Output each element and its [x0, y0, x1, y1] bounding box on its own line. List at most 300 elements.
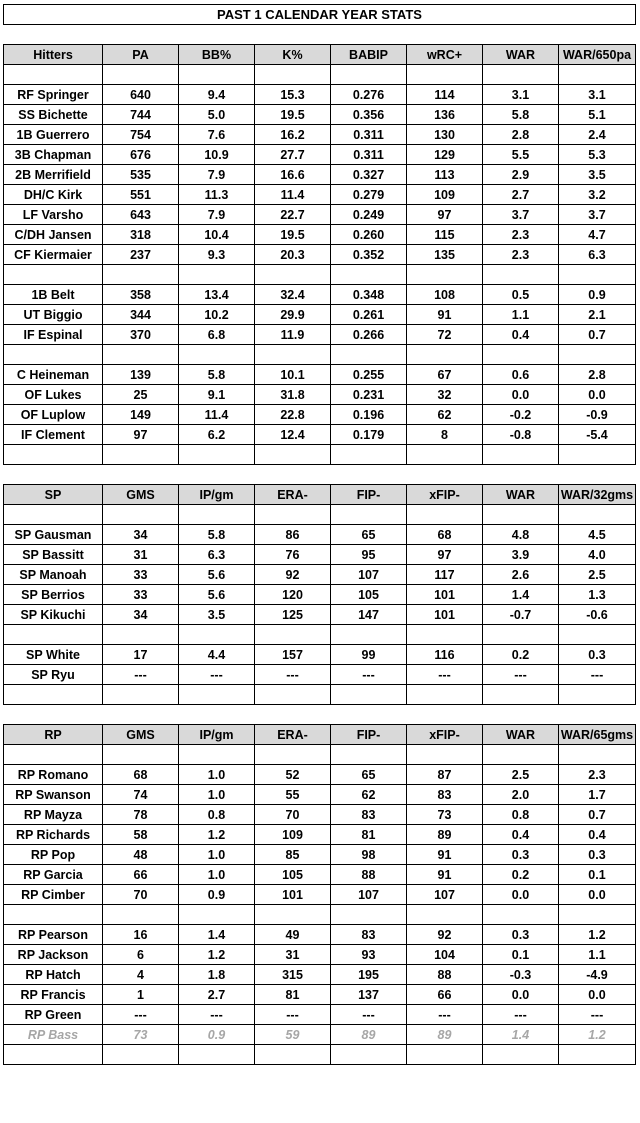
- stat-cell: -0.2: [483, 405, 559, 425]
- hitters-col-header: BB%: [179, 45, 255, 65]
- stat-cell: 0.179: [331, 425, 407, 445]
- stat-cell: 0.9: [179, 1025, 255, 1045]
- spacer-cell: [4, 705, 103, 725]
- stat-cell: 0.2: [483, 865, 559, 885]
- stat-cell: 0.279: [331, 185, 407, 205]
- stat-cell: 91: [407, 305, 483, 325]
- stat-cell: ---: [331, 665, 407, 685]
- player-name-cell: RP Bass: [4, 1025, 103, 1045]
- stat-cell: 136: [407, 105, 483, 125]
- stat-cell: 0.261: [331, 305, 407, 325]
- empty-cell: [179, 65, 255, 85]
- stat-cell: 147: [331, 605, 407, 625]
- stat-cell: 10.9: [179, 145, 255, 165]
- stat-cell: 81: [331, 825, 407, 845]
- empty-cell: [179, 745, 255, 765]
- empty-cell: [331, 625, 407, 645]
- stat-cell: 101: [407, 605, 483, 625]
- empty-cell: [103, 445, 179, 465]
- relievers-player-row: [4, 965, 636, 985]
- stat-cell: 1.3: [559, 585, 636, 605]
- spacer-cell: [103, 705, 179, 725]
- hitters-player-row: [4, 85, 636, 105]
- stat-cell: 31.8: [255, 385, 331, 405]
- hitters-col-header: K%: [255, 45, 331, 65]
- relievers-blank-row: [4, 905, 636, 925]
- stat-cell: 0.1: [483, 945, 559, 965]
- stat-cell: 108: [407, 285, 483, 305]
- stat-cell: 744: [103, 105, 179, 125]
- empty-cell: [103, 265, 179, 285]
- stat-cell: 3.9: [483, 545, 559, 565]
- empty-cell: [331, 445, 407, 465]
- spacer-row: [4, 25, 636, 45]
- player-name-cell: SP Berrios: [4, 585, 103, 605]
- starters-blank-row: [4, 505, 636, 525]
- empty-cell: [407, 685, 483, 705]
- spacer-cell: [179, 705, 255, 725]
- stat-cell: 85: [255, 845, 331, 865]
- stat-cell: -0.7: [483, 605, 559, 625]
- stat-cell: 2.3: [483, 225, 559, 245]
- spacer-cell: [483, 465, 559, 485]
- stat-cell: 34: [103, 605, 179, 625]
- spacer-cell: [179, 465, 255, 485]
- player-name-cell: RP Mayza: [4, 805, 103, 825]
- stat-cell: 1.7: [559, 785, 636, 805]
- stat-cell: 62: [407, 405, 483, 425]
- stat-cell: 116: [407, 645, 483, 665]
- stat-cell: 1.1: [559, 945, 636, 965]
- player-name-cell: LF Varsho: [4, 205, 103, 225]
- stat-cell: 55: [255, 785, 331, 805]
- relievers-player-row: [4, 865, 636, 885]
- spacer-cell: [179, 25, 255, 45]
- starters-col-header: ERA-: [255, 485, 331, 505]
- player-name-cell: 3B Chapman: [4, 145, 103, 165]
- hitters-col-header: WAR/650pa: [559, 45, 636, 65]
- empty-cell: [483, 745, 559, 765]
- empty-cell: [407, 625, 483, 645]
- stat-cell: ---: [331, 1005, 407, 1025]
- relievers-blank-row: [4, 745, 636, 765]
- empty-cell: [559, 65, 636, 85]
- stat-cell: 0.327: [331, 165, 407, 185]
- stat-cell: 2.7: [483, 185, 559, 205]
- stat-cell: 5.0: [179, 105, 255, 125]
- empty-cell: [331, 905, 407, 925]
- stat-cell: 59: [255, 1025, 331, 1045]
- player-name-cell: RP Romano: [4, 765, 103, 785]
- player-name-cell: SP Kikuchi: [4, 605, 103, 625]
- stat-cell: 2.0: [483, 785, 559, 805]
- empty-cell: [407, 265, 483, 285]
- player-name-cell: RP Cimber: [4, 885, 103, 905]
- empty-cell: [255, 345, 331, 365]
- empty-cell: [331, 505, 407, 525]
- stat-cell: 0.249: [331, 205, 407, 225]
- stat-cell: 0.3: [483, 925, 559, 945]
- stat-cell: 32: [407, 385, 483, 405]
- starters-player-row: [4, 545, 636, 565]
- stat-cell: -4.9: [559, 965, 636, 985]
- stat-cell: 5.3: [559, 145, 636, 165]
- hitters-col-header: BABIP: [331, 45, 407, 65]
- stat-cell: 676: [103, 145, 179, 165]
- empty-cell: [407, 65, 483, 85]
- stat-cell: 91: [407, 865, 483, 885]
- stat-cell: 0.7: [559, 805, 636, 825]
- relievers-col-header: FIP-: [331, 725, 407, 745]
- stat-cell: 9.3: [179, 245, 255, 265]
- stat-cell: 117: [407, 565, 483, 585]
- stat-cell: 2.5: [559, 565, 636, 585]
- stat-cell: 34: [103, 525, 179, 545]
- spacer-cell: [103, 465, 179, 485]
- stat-cell: -5.4: [559, 425, 636, 445]
- empty-cell: [255, 265, 331, 285]
- stat-cell: 344: [103, 305, 179, 325]
- hitters-col-header: PA: [103, 45, 179, 65]
- stat-cell: 0.0: [559, 985, 636, 1005]
- stat-cell: 0.8: [179, 805, 255, 825]
- player-name-cell: 1B Belt: [4, 285, 103, 305]
- spacer-row: [4, 465, 636, 485]
- stat-cell: 4.5: [559, 525, 636, 545]
- stat-cell: 13.4: [179, 285, 255, 305]
- empty-cell: [103, 905, 179, 925]
- stat-cell: 16: [103, 925, 179, 945]
- stat-cell: 101: [407, 585, 483, 605]
- stat-cell: 65: [331, 525, 407, 545]
- stat-cell: 10.1: [255, 365, 331, 385]
- stat-cell: ---: [255, 665, 331, 685]
- empty-cell: [483, 345, 559, 365]
- empty-cell: [407, 1045, 483, 1065]
- stat-cell: 68: [407, 525, 483, 545]
- stat-cell: 10.4: [179, 225, 255, 245]
- stat-cell: 15.3: [255, 85, 331, 105]
- stat-cell: 109: [255, 825, 331, 845]
- stat-cell: 0.4: [483, 325, 559, 345]
- stat-cell: 70: [103, 885, 179, 905]
- spacer-cell: [255, 465, 331, 485]
- stat-cell: 0.9: [559, 285, 636, 305]
- stat-cell: 0.3: [483, 845, 559, 865]
- stat-cell: 109: [407, 185, 483, 205]
- relievers-col-header: ERA-: [255, 725, 331, 745]
- stat-cell: 8: [407, 425, 483, 445]
- stat-cell: 2.8: [483, 125, 559, 145]
- stat-cell: ---: [483, 1005, 559, 1025]
- stat-cell: 88: [407, 965, 483, 985]
- starters-header-row: [4, 485, 636, 505]
- stat-cell: 78: [103, 805, 179, 825]
- empty-cell: [255, 905, 331, 925]
- empty-cell: [559, 445, 636, 465]
- spacer-cell: [407, 25, 483, 45]
- stat-cell: 72: [407, 325, 483, 345]
- player-name-cell: CF Kiermaier: [4, 245, 103, 265]
- stat-cell: 0.311: [331, 125, 407, 145]
- spacer-cell: [103, 25, 179, 45]
- empty-cell: [179, 905, 255, 925]
- stat-cell: 4.4: [179, 645, 255, 665]
- stat-cell: 0.276: [331, 85, 407, 105]
- stat-cell: 3.2: [559, 185, 636, 205]
- empty-cell: [559, 1045, 636, 1065]
- stat-cell: 135: [407, 245, 483, 265]
- spacer-cell: [331, 705, 407, 725]
- stat-cell: 11.3: [179, 185, 255, 205]
- spacer-cell: [331, 25, 407, 45]
- starters-col-header: GMS: [103, 485, 179, 505]
- player-name-cell: SP White: [4, 645, 103, 665]
- player-name-cell: IF Clement: [4, 425, 103, 445]
- empty-cell: [559, 625, 636, 645]
- empty-cell: [103, 345, 179, 365]
- player-name-cell: RP Swanson: [4, 785, 103, 805]
- stat-cell: 4.0: [559, 545, 636, 565]
- starters-player-row: [4, 585, 636, 605]
- stat-cell: 0.311: [331, 145, 407, 165]
- stat-cell: 3.5: [559, 165, 636, 185]
- starters-col-header: FIP-: [331, 485, 407, 505]
- stat-cell: 0.196: [331, 405, 407, 425]
- stat-cell: 1.4: [179, 925, 255, 945]
- stat-cell: 640: [103, 85, 179, 105]
- stat-cell: 0.255: [331, 365, 407, 385]
- stat-cell: 22.7: [255, 205, 331, 225]
- stat-cell: 48: [103, 845, 179, 865]
- starters-player-row: [4, 565, 636, 585]
- empty-cell: [4, 1045, 103, 1065]
- spacer-cell: [483, 705, 559, 725]
- relievers-player-row: [4, 785, 636, 805]
- starters-blank-row: [4, 685, 636, 705]
- stat-cell: 3.7: [483, 205, 559, 225]
- stat-cell: 137: [331, 985, 407, 1005]
- stat-cell: 83: [331, 925, 407, 945]
- stat-cell: 315: [255, 965, 331, 985]
- stat-cell: 97: [103, 425, 179, 445]
- stat-cell: 101: [255, 885, 331, 905]
- player-name-cell: C/DH Jansen: [4, 225, 103, 245]
- empty-cell: [179, 445, 255, 465]
- empty-cell: [483, 445, 559, 465]
- stat-cell: ---: [179, 665, 255, 685]
- stat-cell: 91: [407, 845, 483, 865]
- hitters-player-row: [4, 205, 636, 225]
- stat-cell: 52: [255, 765, 331, 785]
- empty-cell: [4, 65, 103, 85]
- hitters-header-row: [4, 45, 636, 65]
- stat-cell: 105: [255, 865, 331, 885]
- stat-cell: 0.348: [331, 285, 407, 305]
- player-name-cell: SS Bichette: [4, 105, 103, 125]
- empty-cell: [407, 345, 483, 365]
- stat-cell: 89: [407, 1025, 483, 1045]
- relievers-col-header: xFIP-: [407, 725, 483, 745]
- stat-cell: 0.5: [483, 285, 559, 305]
- stat-cell: 7.9: [179, 205, 255, 225]
- empty-cell: [4, 905, 103, 925]
- relievers-player-row: [4, 985, 636, 1005]
- stat-cell: 29.9: [255, 305, 331, 325]
- hitters-player-row: [4, 325, 636, 345]
- starters-blank-row: [4, 625, 636, 645]
- empty-cell: [407, 905, 483, 925]
- empty-cell: [179, 685, 255, 705]
- stat-cell: 19.5: [255, 105, 331, 125]
- stat-cell: 157: [255, 645, 331, 665]
- empty-cell: [255, 745, 331, 765]
- spacer-cell: [407, 465, 483, 485]
- stat-cell: 83: [331, 805, 407, 825]
- hitters-col-header: WAR: [483, 45, 559, 65]
- stat-cell: 3.5: [179, 605, 255, 625]
- stat-cell: 3.7: [559, 205, 636, 225]
- stat-cell: 83: [407, 785, 483, 805]
- stat-cell: 6: [103, 945, 179, 965]
- stat-cell: 16.6: [255, 165, 331, 185]
- stat-cell: 97: [407, 545, 483, 565]
- stat-cell: 0.260: [331, 225, 407, 245]
- stat-cell: 2.3: [483, 245, 559, 265]
- stat-cell: 2.6: [483, 565, 559, 585]
- stat-cell: 7.6: [179, 125, 255, 145]
- empty-cell: [483, 685, 559, 705]
- hitters-player-row: [4, 225, 636, 245]
- stat-cell: 0.356: [331, 105, 407, 125]
- stat-cell: 0.6: [483, 365, 559, 385]
- player-name-cell: 1B Guerrero: [4, 125, 103, 145]
- stat-cell: 74: [103, 785, 179, 805]
- stat-cell: ---: [179, 1005, 255, 1025]
- stat-cell: 97: [407, 205, 483, 225]
- stat-cell: 88: [331, 865, 407, 885]
- stat-cell: 33: [103, 585, 179, 605]
- empty-cell: [331, 1045, 407, 1065]
- stat-cell: 105: [331, 585, 407, 605]
- stat-cell: 4.8: [483, 525, 559, 545]
- starters-player-row: [4, 605, 636, 625]
- player-name-cell: RP Pop: [4, 845, 103, 865]
- relievers-player-row: [4, 765, 636, 785]
- hitters-player-row: [4, 285, 636, 305]
- stat-cell: 1.4: [483, 585, 559, 605]
- player-name-cell: RP Hatch: [4, 965, 103, 985]
- relievers-player-row: [4, 925, 636, 945]
- player-name-cell: RF Springer: [4, 85, 103, 105]
- empty-cell: [331, 745, 407, 765]
- player-name-cell: IF Espinal: [4, 325, 103, 345]
- stat-cell: 113: [407, 165, 483, 185]
- stat-cell: 1.1: [483, 305, 559, 325]
- player-name-cell: SP Manoah: [4, 565, 103, 585]
- stat-cell: 2.3: [559, 765, 636, 785]
- stat-cell: 66: [103, 865, 179, 885]
- stat-cell: 107: [407, 885, 483, 905]
- stat-cell: -0.8: [483, 425, 559, 445]
- stat-cell: 76: [255, 545, 331, 565]
- stat-cell: 67: [407, 365, 483, 385]
- stat-cell: 20.3: [255, 245, 331, 265]
- empty-cell: [4, 445, 103, 465]
- stat-cell: 0.4: [483, 825, 559, 845]
- empty-cell: [407, 445, 483, 465]
- stat-cell: 1.0: [179, 785, 255, 805]
- stat-cell: 70: [255, 805, 331, 825]
- hitters-blank-row: [4, 265, 636, 285]
- stat-cell: 86: [255, 525, 331, 545]
- spacer-row: [4, 705, 636, 725]
- empty-cell: [559, 505, 636, 525]
- stat-cell: 9.4: [179, 85, 255, 105]
- stat-cell: 3.1: [483, 85, 559, 105]
- spacer-cell: [407, 705, 483, 725]
- stat-cell: 0.0: [559, 885, 636, 905]
- stat-cell: 5.1: [559, 105, 636, 125]
- stat-cell: 22.8: [255, 405, 331, 425]
- stat-cell: 0.8: [483, 805, 559, 825]
- empty-cell: [179, 505, 255, 525]
- hitters-player-row: [4, 245, 636, 265]
- stat-cell: ---: [559, 665, 636, 685]
- hitters-player-row: [4, 105, 636, 125]
- stat-cell: 0.2: [483, 645, 559, 665]
- stat-cell: 107: [331, 565, 407, 585]
- relievers-col-header: WAR: [483, 725, 559, 745]
- starters-col-header: WAR/32gms: [559, 485, 636, 505]
- stat-cell: 87: [407, 765, 483, 785]
- stat-cell: 1.2: [179, 945, 255, 965]
- stat-cell: 120: [255, 585, 331, 605]
- stat-cell: 31: [103, 545, 179, 565]
- relievers-player-row: [4, 1025, 636, 1045]
- hitters-player-row: [4, 125, 636, 145]
- stat-cell: 73: [407, 805, 483, 825]
- spacer-cell: [559, 705, 636, 725]
- starters-col-header: xFIP-: [407, 485, 483, 505]
- stat-cell: 114: [407, 85, 483, 105]
- stat-cell: 33: [103, 565, 179, 585]
- player-name-cell: RP Richards: [4, 825, 103, 845]
- relievers-player-row: [4, 825, 636, 845]
- spacer-cell: [4, 25, 103, 45]
- empty-cell: [179, 265, 255, 285]
- empty-cell: [483, 505, 559, 525]
- spacer-cell: [559, 25, 636, 45]
- stat-cell: 0.266: [331, 325, 407, 345]
- empty-cell: [483, 65, 559, 85]
- stat-cell: ---: [103, 1005, 179, 1025]
- empty-cell: [255, 685, 331, 705]
- empty-cell: [4, 265, 103, 285]
- relievers-col-header: WAR/65gms: [559, 725, 636, 745]
- empty-cell: [483, 905, 559, 925]
- stat-cell: 5.5: [483, 145, 559, 165]
- stat-cell: 1.4: [483, 1025, 559, 1045]
- relievers-player-row: [4, 1005, 636, 1025]
- empty-cell: [103, 505, 179, 525]
- stat-cell: 125: [255, 605, 331, 625]
- stat-cell: 16.2: [255, 125, 331, 145]
- stat-cell: 129: [407, 145, 483, 165]
- stat-cell: 4: [103, 965, 179, 985]
- stat-cell: 5.8: [179, 365, 255, 385]
- stat-cell: 0.9: [179, 885, 255, 905]
